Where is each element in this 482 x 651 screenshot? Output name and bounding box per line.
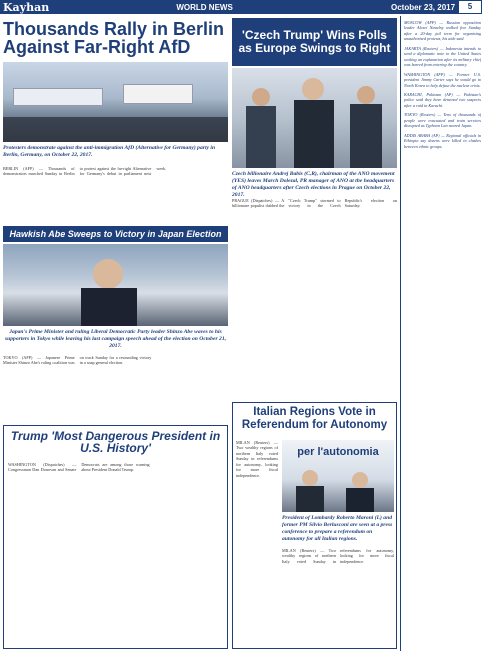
caption-czech: Czech billionaire Andrej Babis (C,R), chairman of the ANO movement (YES) leaves March Dolezal, PR manager of ANO at the headquarters of ANO headquarters after Czech elections in Prague on October 22, 2017.	[232, 171, 395, 198]
dateline-japan: TOKYO (AFP) — Japanese Prime Minister Shinzo Abe's ruling coalition was on track Sunday for a resounding victory in a snap general election.	[3, 355, 152, 366]
caption-berlin: Protesters demonstrate against the anti-immigration AfD (Alternative for Germany) party in Berlin, Germany, on October 22, 2017.	[3, 145, 216, 158]
section-title: WORLD NEWS	[176, 2, 233, 12]
body-italy-right	[282, 548, 394, 645]
headline-trump: Trump 'Most Dangerous President in U.S. History'	[10, 429, 221, 456]
dateline-trump: WASHINGTON (Dispatches) — Congressman Dan Donovan and Senate Democrats are among those warning about President Donald Trump.	[8, 462, 150, 473]
dateline-berlin: BERLIN (AFP) — Thousands of demonstrators marched Sunday in Berlin to protest against the far-right Alternative for Germany's debut in parliament next week.	[3, 166, 167, 177]
photo-banner-text: per l'autonomia	[297, 446, 379, 458]
photo-shinzo-abe	[3, 244, 228, 326]
body-berlin	[3, 166, 228, 224]
brief-washington: WASHINGTON (AFP) — Former U.S. president Jimmy Carter says he would go to North Korea to help defuse the nuclear crisis.	[404, 71, 481, 88]
brief-tokyo: TOKYO (Reuters) — Tens of thousands of people were evacuated and train services disrupted as Typhoon Lan neared Japan.	[404, 112, 481, 129]
headline-berlin-rally: Thousands Rally in Berlin Against Far-Right AfD	[3, 19, 225, 58]
brief-karachi: KARACHI, Pakistan (AP) — Pakistan's police said they have detained two suspects after a raid in Karachi.	[404, 91, 481, 108]
brief-jakarta: JAKARTA (Reuters) — Indonesia intends to send a diplomatic note to the United States seeking an explanation after its military chief was barred from entering the country.	[404, 45, 481, 68]
headline-japan-election: Hawkish Abe Sweeps to Victory in Japan Election	[3, 226, 228, 242]
body-czech	[232, 198, 397, 398]
newspaper-logo: Kayhan	[3, 0, 50, 14]
headline-czech-trump: 'Czech Trump' Wins Polls as Europe Swings to Right	[232, 18, 397, 66]
headline-italy-referendum: Italian Regions Vote in Referendum for Autonomy	[241, 406, 388, 431]
continued-italy-text: MILAN (Reuters) — Two wealthy regions of northern Italy voted Sunday in referendums for autonomy, looking for more fiscal independence.	[282, 548, 394, 564]
caption-japan: Japan's Prime Minister and ruling Liberal Democratic Party leader Shinzo Abe waves to his supporters in Tokyo while leaving his last campaign speech ahead of the election on October 21, 2017.	[4, 329, 227, 349]
body-trump	[8, 462, 223, 646]
body-italy-left	[236, 440, 278, 645]
body-japan	[3, 355, 228, 420]
masthead	[0, 0, 482, 14]
news-briefs-sidebar	[400, 16, 482, 651]
brief-moscow: MOSCOW (AFP) — Russian opposition leader Alexei Navalny walked free Sunday after a 20-day jail term for organising unauthorised protests, his aide said.	[404, 20, 481, 42]
photo-berlin-protest	[3, 62, 228, 142]
page-number: 5	[459, 1, 481, 13]
dateline-czech: PRAGUE (Dispatches) — A billionaire populist dubbed the "Czech Trump" stormed to victory in the Czech Republic's election on Saturday.	[232, 198, 397, 209]
brief-addis-ababa: ADDIS ABABA (AP) — Regional officials in Ethiopia say dozens were killed in clashes between ethnic groups.	[404, 132, 481, 149]
photo-maroni-berlusconi	[282, 440, 394, 512]
dateline-italy: MILAN (Reuters) — Two wealthy regions of northern Italy voted Sunday in referendums for autonomy, looking for more fiscal independence.	[236, 440, 278, 478]
caption-italy: President of Lombardy Roberto Maroni (L) and former PM Silvio Berlusconi are seen at a press conference to prepare a referendum on autonomy for all Italian regions.	[282, 515, 393, 542]
issue-date: October 23, 2017	[391, 2, 456, 12]
photo-andrej-babis	[232, 68, 397, 168]
